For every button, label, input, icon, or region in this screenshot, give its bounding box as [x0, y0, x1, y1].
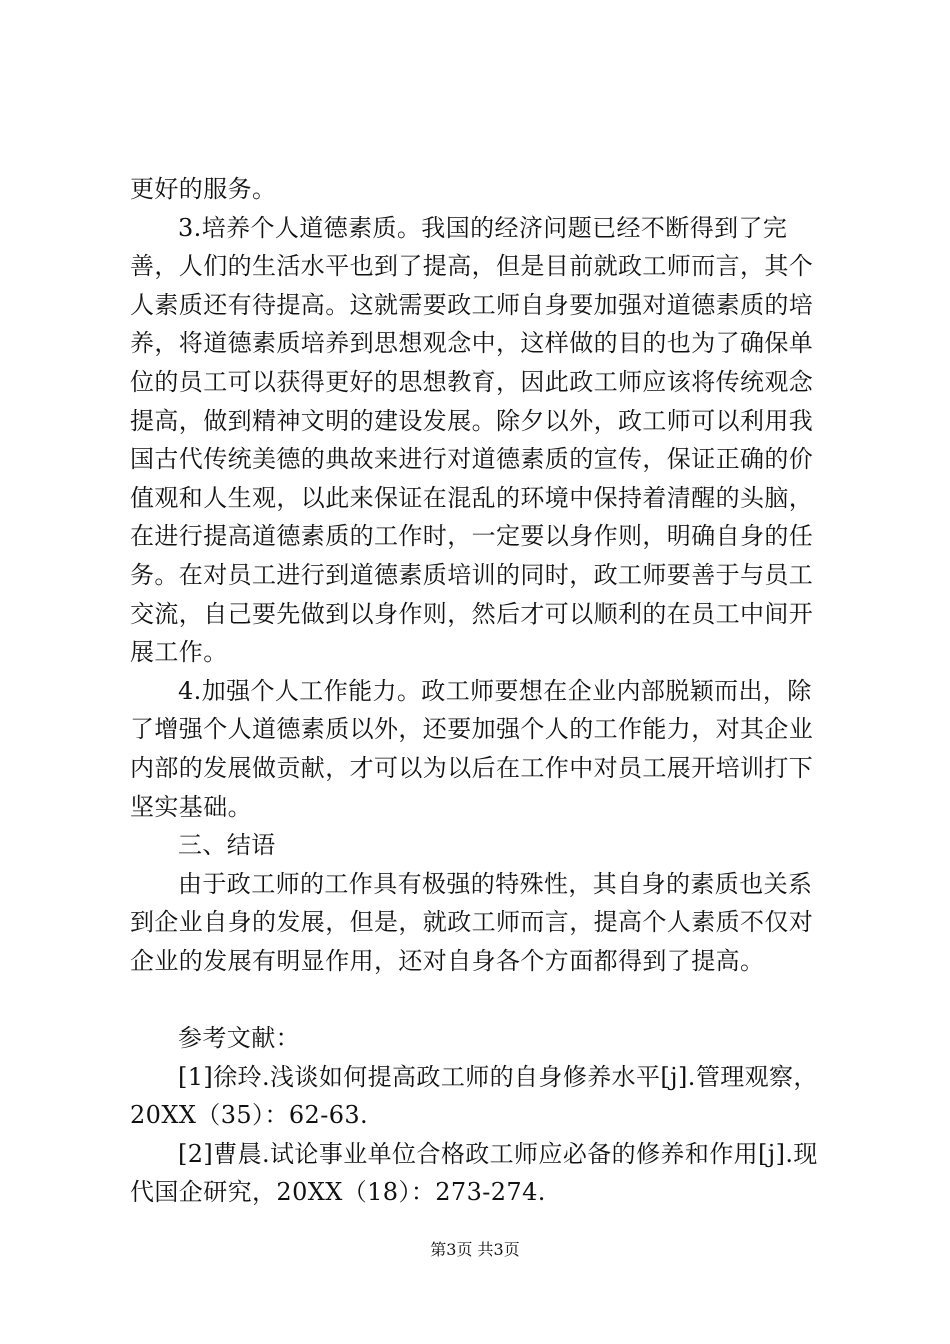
paragraph-section-4: 4.加强个人工作能力。政工师要想在企业内部脱颖而出，除了增强个人道德素质以外，还要加强个人的工作能力，对其企业内部的发展做贡献，才可以为以后在工作中对员工展开培训打下坚实基础。	[130, 676, 814, 821]
references-heading: 参考文献：	[178, 1024, 300, 1053]
page-number-label: 第3页 共3页	[430, 1240, 520, 1259]
blank-line	[130, 980, 830, 1019]
heading-conclusion: 三、结语	[178, 831, 276, 860]
paragraph-continuation: 更好的服务。	[130, 175, 277, 203]
reference-item-1: [1]徐玲.浅谈如何提高政工师的自身修养水平[j].管理观察，20XX（35）：62-63.	[130, 1062, 818, 1130]
paragraph-conclusion: 由于政工师的工作具有极强的特殊性，其自身的素质也关系到企业自身的发展，但是，就政工师而言，提高个人素质不仅对企业的发展有明显作用，还对自身各个方面都得到了提高。	[130, 869, 814, 975]
page-footer	[0, 1240, 950, 1260]
reference-item-2: [2]曹晨.试论事业单位合格政工师应必备的修养和作用[j].现代国企研究，20XX（18）：273-274.	[130, 1139, 818, 1207]
paragraph-section-3: 3.培养个人道德素质。我国的经济问题已经不断得到了完善，人们的生活水平也到了提高，但是目前就政工师而言，其个人素质还有待提高。这就需要政工师自身要加强对道德素质的培养，将道德素质培养到思想观念中，这样做的目的也为了确保单位的员工可以获得更好的思想教育，因此政工师应该将传统观念提高，做到精神文明的建设发展。除夕以外，政工师可以利用我国古代传统美德的典故来进行对道德素质的宣传，保证正确的价值观和人生观，以此来保证在混乱的环境中保持着清醒的头脑，在进行提高道德素质的工作时，一定要以身作则，明确自身的任务。在对员工进行到道德素质培训的同时，政工师要善于与员工交流，自己要先做到以身作则，然后才可以顺利的在员工中间开展工作。	[130, 213, 814, 667]
document-body	[130, 170, 830, 1212]
